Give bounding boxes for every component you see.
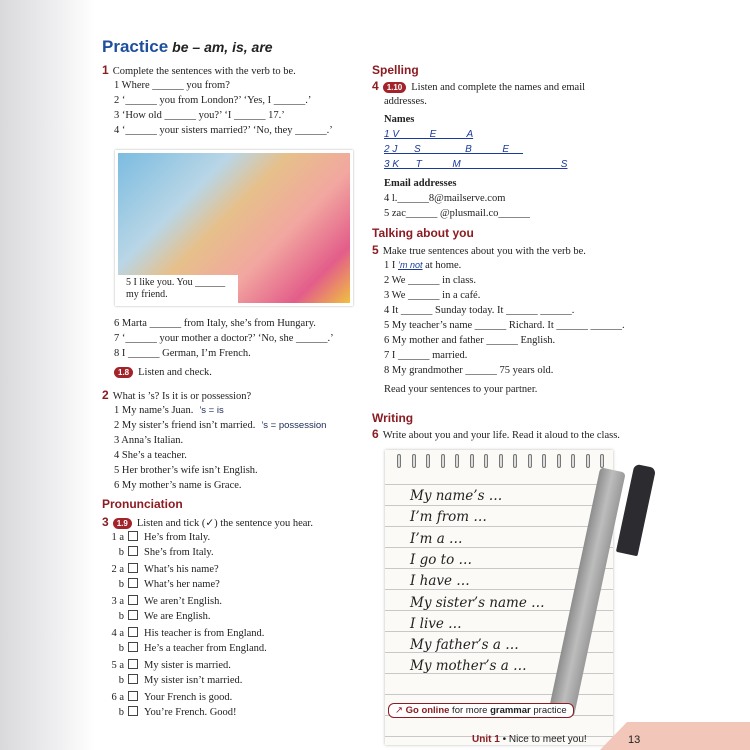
notebook-rule [385, 505, 613, 506]
audio-track-icon[interactable]: 1.10 [383, 82, 407, 93]
pronunciation-item [102, 641, 364, 656]
pronunciation-item [102, 690, 364, 705]
answer-example: ’s = is [199, 405, 224, 416]
spiral-ring [557, 454, 561, 468]
email-label: Email addresses [384, 178, 457, 189]
page-fold-shadow [0, 0, 95, 750]
tick-checkbox[interactable] [128, 706, 138, 716]
item-text: He’s a teacher from England. [144, 643, 267, 654]
item-label: b [118, 579, 124, 590]
email-item: 4 l.______8@mailserve.com [384, 193, 506, 204]
item-label: 3 a [111, 596, 124, 607]
name-item: 2 J __ S __ __ __ B __ __ E __ [384, 144, 523, 155]
audio-track-icon[interactable]: 1.8 [114, 367, 133, 378]
tick-checkbox[interactable] [128, 546, 138, 556]
exercise-number: 3 [102, 515, 109, 529]
exercise-item: 1 Where ______ you from? [114, 80, 230, 91]
item-text: 1 I [384, 260, 398, 271]
item-text: She’s from Italy. [144, 547, 214, 558]
item-label: 4 a [111, 628, 124, 639]
exercise-number: 2 [102, 388, 109, 402]
instruction: Make true sentences about you with the verb be. [382, 246, 586, 257]
talking-about-you-section [372, 226, 647, 397]
exercise-item [102, 418, 364, 433]
go-online-text: practice [530, 705, 567, 716]
pronunciation-item [102, 530, 364, 545]
exercise-item: 8 My grandmother ______ 75 years old. [384, 365, 554, 376]
instruction: Listen and tick (✓) the sentence you hear. [136, 518, 313, 529]
instruction: Listen and complete the names and email [411, 82, 586, 93]
item-label: 6 a [111, 692, 124, 703]
spiral-ring [470, 454, 474, 468]
exercise-item [372, 258, 647, 273]
name-item: 3 K __ T __ __ M __ __ __ __ __ __ __ S [384, 159, 568, 170]
audio-track-icon[interactable]: 1.9 [113, 518, 132, 529]
title-sub: be – am, is, are [172, 39, 273, 55]
item-label: b [118, 675, 124, 686]
tick-checkbox[interactable] [128, 563, 138, 573]
pronunciation-item [102, 562, 364, 577]
handwritten-prompt: I’m from … [410, 509, 487, 526]
spiral-ring [441, 454, 445, 468]
exercise-item: 2 ‘______ you from London?’ ‘Yes, I ______.’ [114, 95, 312, 106]
item-text: Your French is good. [144, 692, 233, 703]
pronunciation-item [102, 658, 364, 673]
item-text: You’re French. Good! [144, 707, 237, 718]
handwritten-prompt: My sister’s name … [410, 594, 545, 611]
tick-checkbox[interactable] [128, 531, 138, 541]
item-text: My sister is married. [144, 660, 231, 671]
exercise-item: 5 My teacher’s name ______ Richard. It ______ ______. [384, 320, 625, 331]
tick-checkbox[interactable] [128, 659, 138, 669]
exercise-item: 6 Marta ______ from Italy, she’s from Hungary. [114, 318, 316, 329]
exercise-1-continued [102, 316, 362, 380]
spiral-ring [397, 454, 401, 468]
pronunciation-item [102, 545, 364, 560]
pronunciation-item [102, 673, 364, 688]
spiral-ring [571, 454, 575, 468]
separator: • [502, 734, 507, 745]
item-text: 1 My name’s Juan. [114, 405, 194, 416]
handwritten-prompt: My father’s a … [410, 637, 519, 654]
photo-two-girls-hugging [115, 150, 353, 306]
spelling-section [372, 63, 647, 221]
exercise-item: 3 We ______ in a café. [384, 290, 481, 301]
instruction: Complete the sentences with the verb to be. [112, 66, 296, 77]
external-link-icon: ↗ [395, 705, 403, 716]
section-heading: Talking about you [372, 226, 474, 240]
tick-checkbox[interactable] [128, 610, 138, 620]
item-label: b [118, 611, 124, 622]
answer-example: ’m not [398, 260, 423, 270]
name-item: 1 V __ __ E __ __ A [384, 129, 474, 140]
go-online-bold2: grammar [490, 705, 531, 716]
go-online-bold: Go online [405, 705, 450, 716]
item-text: at home. [422, 260, 462, 271]
item-text: We aren’t English. [144, 596, 222, 607]
spiral-ring [528, 454, 532, 468]
exercise-item: 5 Her brother’s wife isn’t English. [114, 465, 258, 476]
go-online-link[interactable] [388, 703, 574, 718]
exercise-item: 4 It ______ Sunday today. It ______ ______. [384, 305, 575, 316]
item-text: What’s her name? [144, 579, 220, 590]
email-item: 5 zac______ @plusmail.co______ [384, 208, 530, 219]
exercise-item: 3 Anna’s Italian. [114, 435, 184, 446]
item-text: 2 My sister’s friend isn’t married. [114, 420, 256, 431]
notebook-rule [385, 484, 613, 485]
spiral-ring [499, 454, 503, 468]
exercise-number: 1 [102, 63, 109, 77]
tick-checkbox[interactable] [128, 578, 138, 588]
item-text: My sister isn’t married. [144, 675, 243, 686]
exercise-item: 4 ‘______ your sisters married?’ ‘No, they ______.’ [114, 125, 333, 136]
tick-checkbox[interactable] [128, 691, 138, 701]
section-heading: Spelling [372, 63, 419, 77]
notebook-rule [385, 547, 613, 548]
section-heading: Writing [372, 411, 414, 425]
exercise-item: 6 My mother’s name is Grace. [114, 480, 242, 491]
page-number: 13 [628, 734, 641, 746]
pronunciation-section [102, 497, 364, 720]
title-main: Practice [102, 37, 169, 56]
item-text: His teacher is from England. [144, 628, 265, 639]
exercise-item: 7 ‘______ your mother a doctor?’ ‘No, she ______.’ [114, 333, 334, 344]
instruction: addresses. [384, 96, 427, 107]
item-text: He’s from Italy. [144, 532, 211, 543]
answer-example: ’s = possession [261, 420, 327, 431]
spiral-ring [455, 454, 459, 468]
spiral-ring [513, 454, 517, 468]
item-label: 2 a [111, 564, 124, 575]
tick-checkbox[interactable] [128, 627, 138, 637]
exercise-number: 6 [372, 427, 379, 441]
spiral-ring [600, 454, 604, 468]
read-instruction: Read your sentences to your partner. [384, 384, 538, 395]
tick-checkbox[interactable] [128, 642, 138, 652]
exercise-item: 6 My mother and father ______ English. [384, 335, 556, 346]
pronunciation-item [102, 594, 364, 609]
exercise-item: 4 She’s a teacher. [114, 450, 187, 461]
exercise-item: 7 I ______ married. [384, 350, 468, 361]
handwritten-prompt: I live … [410, 615, 462, 632]
handwritten-prompt: I’m a … [410, 530, 463, 547]
item-label: 1 a [111, 532, 124, 543]
item-text: We are English. [144, 611, 211, 622]
spiral-ring [412, 454, 416, 468]
item-label: b [118, 547, 124, 558]
section-heading: Pronunciation [102, 497, 183, 511]
unit-label: Unit 1 [472, 734, 500, 745]
tick-checkbox[interactable] [128, 674, 138, 684]
page-footer [472, 734, 587, 745]
spiral-ring [542, 454, 546, 468]
exercise-item [102, 403, 364, 418]
item-text: What’s his name? [144, 564, 219, 575]
pronunciation-item [102, 626, 364, 641]
instruction: What is ’s? Is it is or possession? [112, 391, 252, 402]
exercise-item: 2 We ______ in class. [384, 275, 476, 286]
instruction: Write about you and your life. Read it aloud to the class. [382, 430, 620, 441]
handwritten-prompt: My name’s … [410, 488, 503, 504]
page-title [102, 37, 273, 57]
page-corner-decoration [600, 722, 750, 750]
listen-instruction: Listen and check. [138, 367, 212, 378]
spiral-ring [484, 454, 488, 468]
exercise-1 [102, 63, 362, 138]
item-label: 5 a [111, 660, 124, 671]
handwritten-prompt: My mother’s a … [410, 658, 527, 675]
pronunciation-item [102, 705, 364, 720]
exercise-item: 3 ‘How old ______ you?’ ‘I ______ 17.’ [114, 110, 285, 121]
pronunciation-item [102, 577, 364, 592]
item-label: b [118, 643, 124, 654]
names-label: Names [384, 114, 415, 125]
handwritten-prompt: I go to … [410, 551, 473, 568]
spiral-ring [586, 454, 590, 468]
writing-section [372, 411, 647, 442]
spiral-ring [426, 454, 430, 468]
unit-title: Nice to meet you! [508, 734, 587, 745]
item-label: b [118, 707, 124, 718]
exercise-number: 4 [372, 79, 379, 93]
exercise-item: 8 I ______ German, I’m French. [114, 348, 251, 359]
exercise-2 [102, 388, 364, 493]
notebook-rule [385, 694, 613, 695]
go-online-text: for more [449, 705, 491, 716]
tick-checkbox[interactable] [128, 595, 138, 605]
photo-caption: 5 I like you. You ______ my friend. [118, 275, 238, 303]
handwritten-prompt: I have … [410, 573, 470, 590]
exercise-number: 5 [372, 243, 379, 257]
pronunciation-item [102, 609, 364, 624]
notebook-rule [385, 526, 613, 527]
